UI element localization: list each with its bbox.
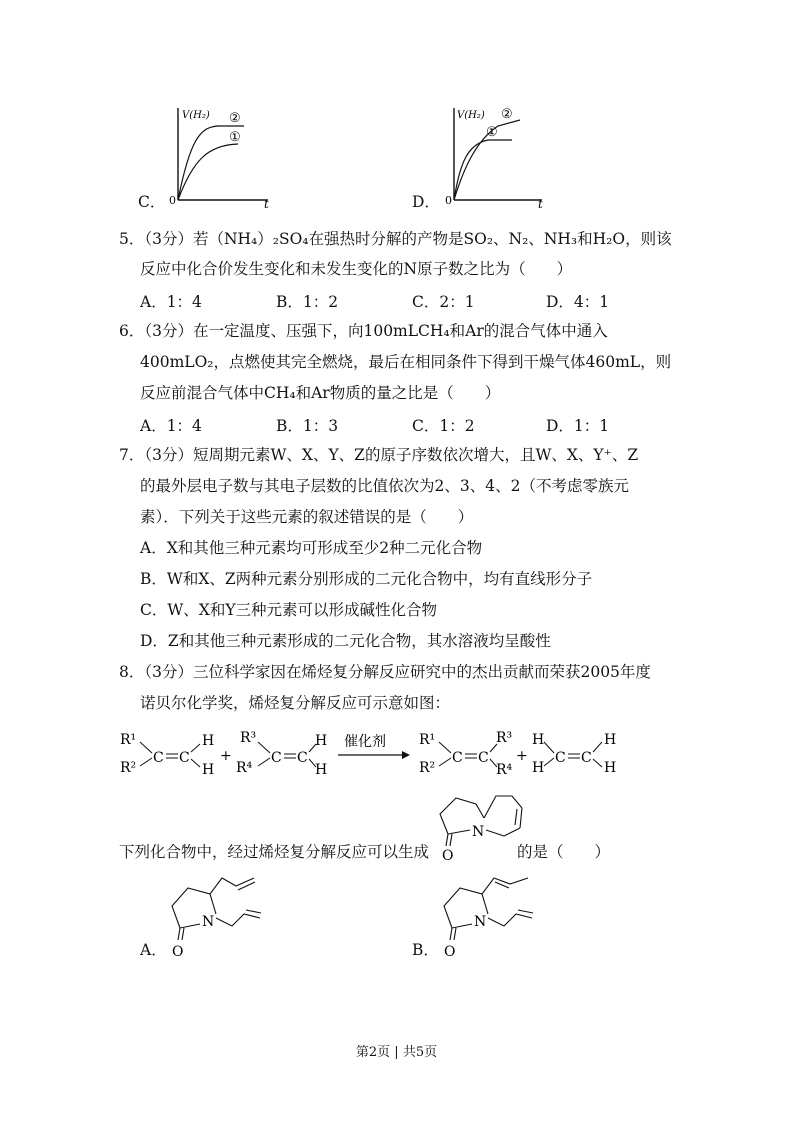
curve-1-label: ① xyxy=(229,130,241,145)
page-footer: 第2页 | 共5页 xyxy=(355,1045,438,1060)
h-label: H xyxy=(604,732,617,748)
plus-sign: + xyxy=(516,748,528,764)
q7-option-a: A．X和其他三种元素均可形成至少2种二元化合物 xyxy=(140,539,483,557)
carbonyl-bond xyxy=(454,928,456,940)
curve-1-label: ① xyxy=(486,125,498,140)
option-c: C．1：2 xyxy=(412,417,475,435)
q6-line2: 400mLO₂，点燃使其完全燃烧，最后在相同条件下得到干燥气体460mL，则 xyxy=(140,353,672,371)
carbon-label: C xyxy=(153,750,164,766)
r2-label: R² xyxy=(419,760,436,776)
option-letter: A． xyxy=(140,941,167,959)
h-label: H xyxy=(202,762,215,778)
option-c: C．2：1 xyxy=(412,293,475,311)
carbon-label: C xyxy=(271,750,282,766)
ring-bond xyxy=(448,830,470,834)
q6-line1: 6．（3分）在一定温度、压强下，向100mLCH₄和Ar的混合气体中通入 xyxy=(119,322,608,340)
h-label: H xyxy=(604,760,617,776)
bond xyxy=(191,759,200,767)
bond xyxy=(191,744,200,752)
curve-2-label: ② xyxy=(501,107,513,122)
h-label: H xyxy=(315,762,328,778)
carbon-label: C xyxy=(555,750,566,766)
q7-line3: 素）．下列关于这些元素的叙述错误的是（ ） xyxy=(140,508,474,526)
option-d: D．1：1 xyxy=(546,417,610,435)
r1-label: R¹ xyxy=(419,732,436,748)
catalyst-label: 催化剂 xyxy=(344,734,386,750)
option-letter: B． xyxy=(412,941,439,959)
carbonyl-bond xyxy=(446,834,448,846)
carbon-label: C xyxy=(452,750,463,766)
oxygen-label: O xyxy=(442,848,454,864)
arrow-head xyxy=(402,751,410,759)
curve-1 xyxy=(178,144,238,200)
origin-label: 0 xyxy=(169,194,176,207)
carbon-label: C xyxy=(478,750,489,766)
r4-label: R⁴ xyxy=(236,760,253,776)
h-label: H xyxy=(315,733,328,749)
allyl-chain xyxy=(216,914,260,926)
q8-line2: 诺贝尔化学奖，烯烃复分解反应可示意如图： xyxy=(140,694,451,712)
q8-line1: 8．（3分）三位科学家因在烯烃复分解反应研究中的杰出贡献而荣获2005年度 xyxy=(119,663,651,681)
y-label: V(H₂) xyxy=(457,110,485,121)
q7-option-c: C．W、X和Y三种元素可以形成碱性化合物 xyxy=(140,601,438,619)
carbon-label: C xyxy=(581,750,592,766)
ring-double-bond xyxy=(515,809,517,825)
r3-label: R³ xyxy=(240,730,257,746)
q7-option-d: D．Z和其他三种元素形成的二元化合物，其水溶液均呈酸性 xyxy=(140,632,551,650)
q7-option-b: B．W和X、Z两种元素分别形成的二元化合物中，均有直线形分子 xyxy=(140,570,593,588)
nitrogen-label: N xyxy=(202,914,215,930)
q8-option-b xyxy=(412,866,562,962)
ring-bond xyxy=(180,924,200,928)
bond xyxy=(439,742,451,753)
x-label: t xyxy=(538,197,543,211)
bond xyxy=(544,758,554,766)
graph-d-plot xyxy=(412,100,562,212)
ring-bond xyxy=(486,830,504,836)
option-b: B．1：3 xyxy=(276,417,339,435)
olefin-metathesis-scheme xyxy=(116,724,636,780)
carbonyl-bond xyxy=(450,834,452,846)
option-b: B．1：2 xyxy=(276,293,339,311)
q5-options xyxy=(140,290,660,310)
h-label: H xyxy=(532,732,545,748)
ring-bond xyxy=(504,828,520,836)
oxygen-label: O xyxy=(172,944,184,960)
r3-label: R³ xyxy=(496,730,513,746)
y-label: V(H₂) xyxy=(182,110,210,121)
bond xyxy=(593,759,602,767)
double-bond xyxy=(246,910,261,913)
nitrogen-label: N xyxy=(472,824,485,840)
allyl-chain xyxy=(488,914,532,926)
h-label: H xyxy=(532,760,545,776)
option-b-structure xyxy=(432,866,562,962)
nitrogen-label: N xyxy=(474,914,487,930)
r1-label: R¹ xyxy=(120,732,137,748)
q8-line3-prefix: 下列化合物中，经过烯烃复分解反应可以生成 xyxy=(119,843,430,861)
q5-line1: 5．（3分）若（NH₄）₂SO₄在强热时分解的产物是SO₂、N₂、NH₃和H₂O，则该 xyxy=(119,230,672,248)
option-letter: D． xyxy=(412,193,440,211)
q7-line2: 的最外层电子数与其电子层数的比值依次为2、3、4、2（不考虑零族元 xyxy=(140,477,629,495)
graph-c xyxy=(138,100,288,212)
bond xyxy=(258,742,270,753)
double-bond xyxy=(518,910,533,913)
oxygen-label: O xyxy=(444,944,456,960)
ring-bond xyxy=(520,808,522,828)
carbonyl-bond xyxy=(182,928,184,940)
option-letter: C． xyxy=(138,193,166,211)
graph-c-plot xyxy=(138,100,288,212)
carbonyl-bond xyxy=(178,928,180,940)
graph-d xyxy=(412,100,562,212)
r4-label: R⁴ xyxy=(496,762,513,778)
q8-option-a xyxy=(140,866,280,962)
origin-label: 0 xyxy=(445,194,452,207)
q6-line3: 反应前混合气体中CH₄和Ar物质的量之比是（ ） xyxy=(140,384,501,402)
carbon-label: C xyxy=(297,750,308,766)
double-bond xyxy=(238,882,255,890)
bond xyxy=(140,742,152,753)
bond xyxy=(258,758,270,766)
q8-line3-suffix: 的是（ ） xyxy=(517,843,611,861)
ring-bond xyxy=(452,924,472,928)
plus-sign: + xyxy=(220,748,232,764)
bond xyxy=(593,742,602,752)
carbonyl-bond xyxy=(450,928,452,940)
curve-2-label: ② xyxy=(229,111,241,126)
q5-line2: 反应中化合价发生变化和未发生变化的N原子数之比为（ ） xyxy=(140,260,573,278)
q6-options xyxy=(140,414,660,434)
option-a-structure xyxy=(160,866,280,962)
option-a: A．1：4 xyxy=(140,293,202,311)
r2-label: R² xyxy=(120,760,137,776)
q7-line1: 7．（3分）短周期元素W、X、Y、Z的原子序数依次增大，且W、X、Y⁺、Z xyxy=(119,446,639,464)
bond xyxy=(439,758,451,766)
curve-1 xyxy=(454,140,512,200)
carbon-label: C xyxy=(179,750,190,766)
option-a: A．1：4 xyxy=(140,417,202,435)
bond xyxy=(140,758,152,766)
h-label: H xyxy=(202,733,215,749)
bond xyxy=(544,742,554,753)
x-label: t xyxy=(264,197,269,211)
option-d: D．4：1 xyxy=(546,293,610,311)
